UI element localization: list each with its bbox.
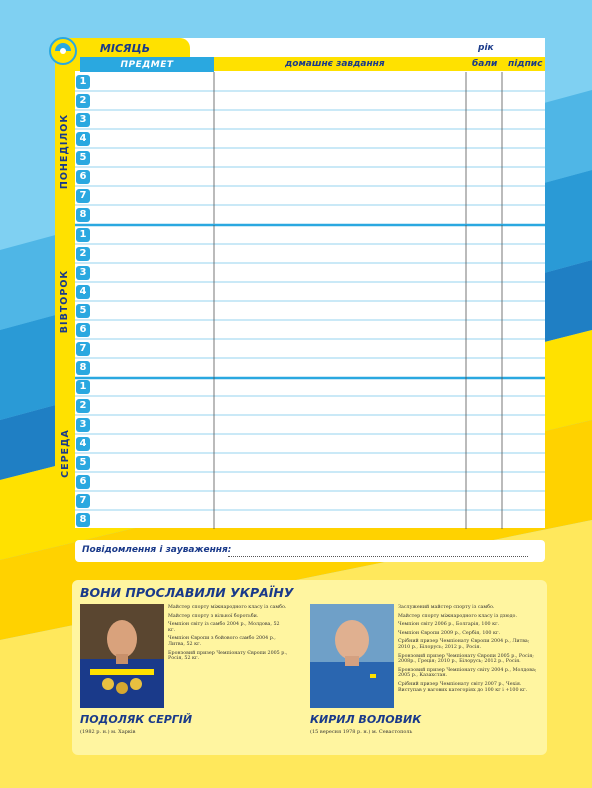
athlete-name-volovyk: КИРИЛ ВОЛОВИК (310, 713, 422, 726)
day-label-monday: ПОНЕДІЛОК (59, 113, 71, 189)
lesson-number: 1 (76, 380, 90, 394)
lesson-number: 5 (76, 304, 90, 318)
lesson-number: 6 (76, 170, 90, 184)
lesson-number: 4 (76, 132, 90, 146)
lesson-number: 7 (76, 494, 90, 508)
day-label-wednesday: СЕРЕДА (59, 428, 71, 478)
lesson-number: 2 (76, 94, 90, 108)
lesson-number: 8 (76, 513, 90, 527)
lesson-number: 6 (76, 475, 90, 489)
lesson-number: 5 (76, 151, 90, 165)
notes-label: Повідомлення і зауваження: (82, 545, 232, 555)
day-label-tuesday: ВІВТОРОК (59, 269, 71, 333)
lesson-number: 2 (76, 399, 90, 413)
homework-label: домашнє завдання (285, 59, 385, 69)
lesson-number: 8 (76, 208, 90, 222)
lesson-number: 3 (76, 113, 90, 127)
panel-title: ВОНИ ПРОСЛАВИЛИ УКРАЇНУ (80, 585, 294, 600)
lesson-number: 7 (76, 342, 90, 356)
athlete-dob-volovyk: (15 вересня 1978 р. н.) м. Севастополь (310, 729, 413, 735)
lesson-number: 4 (76, 285, 90, 299)
athlete-name-podoliak: ПОДОЛЯК СЕРГІЙ (80, 713, 193, 726)
ukraine-flag-icon (49, 37, 77, 65)
grades-label: бали (472, 59, 498, 69)
lesson-number: 6 (76, 323, 90, 337)
year-label: рік (478, 43, 494, 53)
lesson-number: 7 (76, 189, 90, 203)
lesson-number: 3 (76, 418, 90, 432)
lesson-number: 5 (76, 456, 90, 470)
lesson-number: 1 (76, 228, 90, 242)
lesson-number: 8 (76, 361, 90, 375)
signature-label: підпис (508, 59, 543, 69)
subject-label: ПРЕДМЕТ (120, 59, 174, 70)
bio-volovyk: Заслужений майстер спорту із самбо. Майстер спорту міжнародного класу із дзюдо. Чемпіон світу 2006 р., Болгарія, 100 кг. Чемпіон Європи 2009 р., Сербія, 100 кг. Срібний призер Чемпіонату Європи 2004 р., Литва; 2010 р., Білорусь; 2012 р., Росія. Бронзовий призер Чемпіонату Європи 2005 р., Росія; 2008р., Греція; 2010 р., Білорусь; 2012 р., Росія. Бронзовий призер Чемпіонату світу 2004 р., Молдова; 2005 р., Казахстан. Срібний призер Чемпіонату світу 2007 р., Чехія. Виступав у вагових категоріях до 100 кг і +100 кг. (398, 605, 537, 693)
lesson-number: 4 (76, 437, 90, 451)
lesson-number: 3 (76, 266, 90, 280)
lesson-number: 2 (76, 247, 90, 261)
bio-podoliak: Майстер спорту міжнародного класу із самбо. Майстер спорту з вільної боротьби. Чемпіон світу із самбо 2004 р., Молдова, 52 кг. Чемпіон Європи з бойового самбо 2004 р., Литва, 52 кг. Бронзовий призер Чемпіонату Європи 2005 р., Росія, 52 кг. (168, 605, 288, 662)
month-label: МІСЯЦЬ (99, 41, 151, 55)
athlete-dob-podoliak: (1982 р. н.) м. Харків (80, 729, 136, 735)
lesson-number: 1 (76, 75, 90, 89)
